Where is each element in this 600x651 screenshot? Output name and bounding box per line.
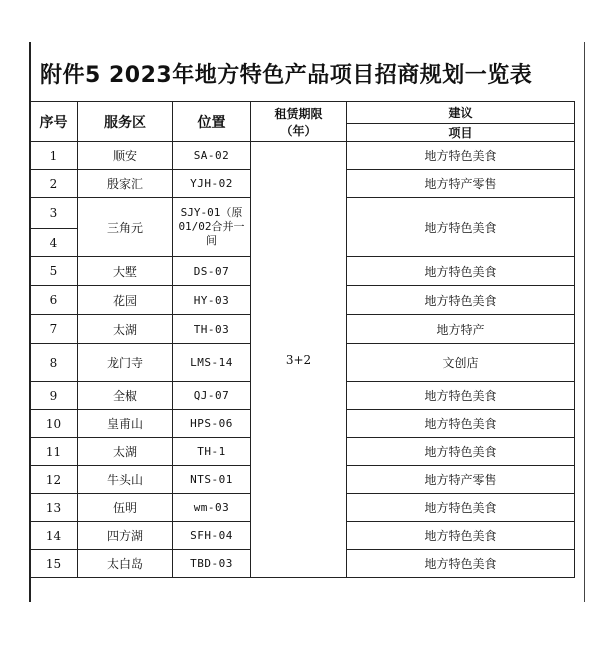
project-table bbox=[29, 101, 575, 578]
row-project: 地方特色美食 bbox=[347, 550, 575, 578]
row-project: 地方特色美食 bbox=[347, 410, 575, 438]
row-area: 顺安 bbox=[78, 142, 173, 170]
row-seq: 11 bbox=[30, 438, 78, 466]
row-seq: 5 bbox=[30, 257, 78, 286]
row-project: 文创店 bbox=[347, 344, 575, 382]
row-location: SA-02 bbox=[173, 142, 251, 170]
row-project: 地方特色美食 bbox=[347, 382, 575, 410]
header-area: 服务区 bbox=[78, 102, 173, 142]
row-area: 牛头山 bbox=[78, 466, 173, 494]
row-seq: 7 bbox=[30, 315, 78, 344]
row-area: 伍明 bbox=[78, 494, 173, 522]
row-location: wm-03 bbox=[173, 494, 251, 522]
row-seq: 3 bbox=[30, 198, 78, 229]
row-area: 龙门寺 bbox=[78, 344, 173, 382]
row-project: 地方特色美食 bbox=[347, 522, 575, 550]
header-lease-term bbox=[251, 102, 347, 142]
header-location: 位置 bbox=[173, 102, 251, 142]
header-project: 项目 bbox=[347, 124, 575, 142]
row-location: DS-07 bbox=[173, 257, 251, 286]
row-project: 地方特色美食 bbox=[347, 438, 575, 466]
row-project: 地方特色美食 bbox=[347, 198, 575, 257]
row-location: SJY-01（原01/02合并一间 bbox=[173, 198, 251, 257]
row-area: 太白岛 bbox=[78, 550, 173, 578]
row-location: TH-03 bbox=[173, 315, 251, 344]
row-seq: 12 bbox=[30, 466, 78, 494]
row-area: 三角元 bbox=[78, 198, 173, 257]
row-area: 全椒 bbox=[78, 382, 173, 410]
header-lease-term-label: 租赁期限 bbox=[274, 106, 323, 121]
row-location: QJ-07 bbox=[173, 382, 251, 410]
row-location: TBD-03 bbox=[173, 550, 251, 578]
row-seq: 9 bbox=[30, 382, 78, 410]
row-location: YJH-02 bbox=[173, 170, 251, 198]
row-project: 地方特色美食 bbox=[347, 494, 575, 522]
header-lease-unit: （年） bbox=[280, 123, 317, 138]
row-project: 地方特产零售 bbox=[347, 466, 575, 494]
row-location: NTS-01 bbox=[173, 466, 251, 494]
row-location: SFH-04 bbox=[173, 522, 251, 550]
row-area: 殷家汇 bbox=[78, 170, 173, 198]
row-location: TH-1 bbox=[173, 438, 251, 466]
row-seq: 10 bbox=[30, 410, 78, 438]
row-location: HPS-06 bbox=[173, 410, 251, 438]
row-seq: 8 bbox=[30, 344, 78, 382]
row-location: HY-03 bbox=[173, 286, 251, 315]
row-area: 花园 bbox=[78, 286, 173, 315]
row-location: LMS-14 bbox=[173, 344, 251, 382]
row-area: 大墅 bbox=[78, 257, 173, 286]
page-title: 附件5 2023年地方特色产品项目招商规划一览表 bbox=[40, 63, 533, 88]
row-seq: 6 bbox=[30, 286, 78, 315]
row-project: 地方特色美食 bbox=[347, 257, 575, 286]
row-seq: 2 bbox=[30, 170, 78, 198]
row-seq: 15 bbox=[30, 550, 78, 578]
row-project: 地方特产零售 bbox=[347, 170, 575, 198]
table-row bbox=[30, 142, 575, 170]
row-project: 地方特色美食 bbox=[347, 142, 575, 170]
header-suggestion: 建议 bbox=[347, 102, 575, 124]
lease-term-value: 3+2 bbox=[251, 142, 347, 578]
row-seq: 1 bbox=[30, 142, 78, 170]
header-seq: 序号 bbox=[30, 102, 78, 142]
row-area: 太湖 bbox=[78, 438, 173, 466]
row-area: 皇甫山 bbox=[78, 410, 173, 438]
row-project: 地方特色美食 bbox=[347, 286, 575, 315]
row-seq: 4 bbox=[30, 229, 78, 257]
row-area: 四方湖 bbox=[78, 522, 173, 550]
row-seq: 14 bbox=[30, 522, 78, 550]
row-area: 太湖 bbox=[78, 315, 173, 344]
row-seq: 13 bbox=[30, 494, 78, 522]
row-project: 地方特产 bbox=[347, 315, 575, 344]
